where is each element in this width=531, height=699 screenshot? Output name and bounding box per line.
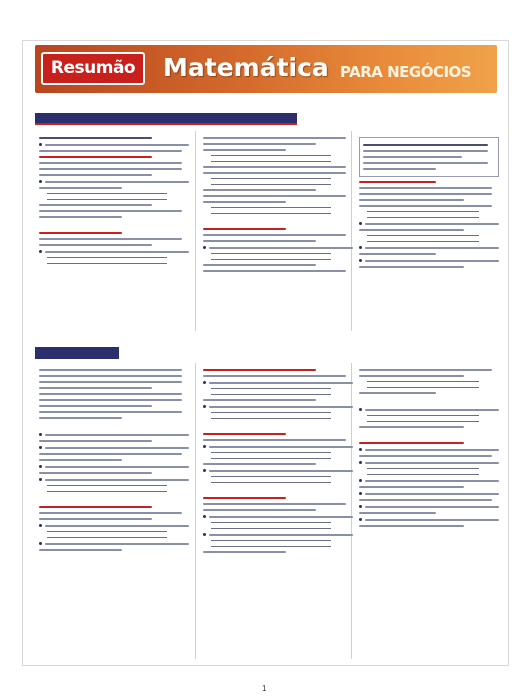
formula bbox=[367, 381, 479, 388]
text-line bbox=[203, 399, 316, 401]
text-line bbox=[203, 137, 346, 139]
text-line bbox=[39, 150, 182, 152]
bullet-icon bbox=[39, 143, 42, 146]
text-line bbox=[359, 369, 492, 371]
formula bbox=[47, 485, 167, 492]
bullet-icon bbox=[203, 533, 206, 536]
list-item bbox=[359, 479, 499, 482]
text-line bbox=[203, 172, 346, 174]
text-line bbox=[203, 270, 346, 272]
text-line bbox=[45, 479, 189, 481]
text-line bbox=[209, 382, 353, 384]
text-line bbox=[359, 229, 464, 231]
bullet-icon bbox=[359, 518, 362, 521]
text-line bbox=[359, 499, 492, 501]
text-line bbox=[45, 466, 189, 468]
text-line bbox=[39, 174, 152, 176]
sheet-title: Matemática bbox=[163, 53, 329, 82]
text-line bbox=[39, 187, 122, 189]
formula bbox=[367, 211, 479, 218]
list-item bbox=[359, 448, 499, 451]
formula bbox=[367, 468, 479, 475]
list-item bbox=[39, 478, 189, 481]
section-2-heading bbox=[35, 347, 119, 359]
section-1-column-2 bbox=[203, 133, 353, 276]
column-divider bbox=[195, 363, 196, 659]
text-line bbox=[365, 223, 499, 225]
list-item bbox=[359, 246, 499, 249]
text-line bbox=[45, 251, 189, 253]
bullet-icon bbox=[359, 492, 362, 495]
list-item bbox=[39, 250, 189, 253]
bullet-icon bbox=[39, 542, 42, 545]
bullet-icon bbox=[359, 479, 362, 482]
text-line bbox=[203, 149, 286, 151]
list-item bbox=[203, 381, 353, 384]
column-divider bbox=[195, 131, 196, 331]
subheading-line bbox=[39, 232, 122, 234]
text-line bbox=[365, 449, 499, 451]
formula bbox=[211, 178, 331, 185]
formula bbox=[211, 522, 331, 529]
bullet-icon bbox=[359, 408, 362, 411]
formula bbox=[211, 476, 331, 483]
list-item bbox=[203, 533, 353, 536]
section-1-heading bbox=[35, 113, 297, 125]
bullet-icon bbox=[359, 246, 362, 249]
bullet-icon bbox=[203, 405, 206, 408]
text-line bbox=[359, 392, 436, 394]
text-line bbox=[39, 162, 182, 164]
list-item bbox=[359, 505, 499, 508]
text-line bbox=[209, 516, 353, 518]
section-2-column-1 bbox=[39, 365, 189, 555]
bullet-icon bbox=[203, 445, 206, 448]
bullet-icon bbox=[203, 381, 206, 384]
text-line bbox=[359, 205, 492, 207]
text-line bbox=[45, 447, 189, 449]
text-line bbox=[39, 405, 152, 407]
brand-logo: Resumão bbox=[41, 52, 145, 85]
text-line bbox=[365, 462, 499, 464]
text-line bbox=[39, 387, 152, 389]
page-number: 1 bbox=[262, 684, 267, 693]
formula bbox=[211, 388, 331, 395]
text-line bbox=[45, 525, 189, 527]
text-line bbox=[203, 166, 346, 168]
text-line bbox=[39, 417, 122, 419]
text-line bbox=[359, 193, 492, 195]
text-line bbox=[209, 534, 353, 536]
text-line bbox=[365, 506, 499, 508]
text-line bbox=[39, 440, 152, 442]
list-item bbox=[39, 143, 189, 146]
text-line bbox=[39, 381, 182, 383]
text-line bbox=[209, 446, 353, 448]
list-item bbox=[203, 246, 353, 249]
text-line bbox=[203, 240, 316, 242]
text-line bbox=[359, 486, 464, 488]
list-item bbox=[203, 469, 353, 472]
text-line bbox=[203, 234, 346, 236]
text-line bbox=[365, 247, 499, 249]
text-line bbox=[203, 375, 346, 377]
list-item bbox=[359, 461, 499, 464]
text-line bbox=[203, 201, 286, 203]
formula bbox=[367, 235, 479, 242]
text-line bbox=[45, 181, 189, 183]
formula bbox=[47, 257, 167, 264]
text-line bbox=[359, 525, 464, 527]
bullet-icon bbox=[203, 515, 206, 518]
list-item bbox=[359, 222, 499, 225]
text-line bbox=[39, 549, 122, 551]
list-item bbox=[203, 515, 353, 518]
text-line bbox=[209, 470, 353, 472]
subheading-line bbox=[203, 497, 286, 499]
text-line bbox=[39, 472, 152, 474]
bullet-icon bbox=[39, 478, 42, 481]
formula bbox=[211, 253, 331, 260]
formula bbox=[211, 452, 331, 459]
subheading-line bbox=[39, 506, 152, 508]
sheet-subtitle: PARA NEGÓCIOS bbox=[340, 63, 472, 81]
text-line bbox=[365, 519, 499, 521]
text-line bbox=[45, 434, 189, 436]
list-item bbox=[359, 492, 499, 495]
list-item bbox=[39, 542, 189, 545]
text-line bbox=[365, 493, 499, 495]
bullet-icon bbox=[39, 465, 42, 468]
list-item bbox=[359, 259, 499, 262]
text-line bbox=[359, 455, 492, 457]
formula bbox=[47, 531, 167, 538]
cheat-sheet-page bbox=[22, 40, 509, 666]
text-line bbox=[45, 144, 189, 146]
text-line bbox=[359, 375, 464, 377]
formula bbox=[211, 412, 331, 419]
text-line bbox=[39, 210, 182, 212]
section-1-column-3 bbox=[359, 133, 499, 272]
text-line bbox=[39, 137, 152, 139]
text-line bbox=[203, 551, 286, 553]
section-2-column-3 bbox=[359, 365, 499, 531]
subheading-line bbox=[359, 181, 436, 183]
text-line bbox=[39, 411, 182, 413]
text-line bbox=[203, 439, 346, 441]
text-line bbox=[39, 453, 182, 455]
text-line bbox=[359, 187, 492, 189]
subheading-line bbox=[203, 433, 286, 435]
text-line bbox=[39, 459, 122, 461]
header-banner bbox=[35, 45, 497, 93]
list-item bbox=[39, 465, 189, 468]
text-line bbox=[45, 543, 189, 545]
bullet-icon bbox=[359, 448, 362, 451]
subheading-line bbox=[203, 228, 286, 230]
list-item bbox=[203, 445, 353, 448]
subheading-line bbox=[39, 156, 152, 158]
text-line bbox=[203, 189, 316, 191]
text-line bbox=[39, 393, 182, 395]
text-line bbox=[365, 409, 499, 411]
text-line bbox=[363, 144, 488, 146]
bullet-icon bbox=[359, 461, 362, 464]
text-line bbox=[359, 199, 464, 201]
text-line bbox=[39, 512, 182, 514]
subheading-line bbox=[359, 442, 464, 444]
list-item bbox=[359, 408, 499, 411]
list-item bbox=[39, 446, 189, 449]
text-line bbox=[203, 463, 316, 465]
text-line bbox=[209, 406, 353, 408]
text-line bbox=[39, 369, 182, 371]
text-line bbox=[363, 162, 488, 164]
section-2-column-2 bbox=[203, 365, 353, 557]
text-line bbox=[39, 168, 182, 170]
text-line bbox=[359, 266, 464, 268]
section-1-column-1 bbox=[39, 133, 189, 268]
text-line bbox=[39, 375, 182, 377]
text-line bbox=[363, 156, 462, 158]
formula bbox=[367, 415, 479, 422]
note-box bbox=[359, 137, 499, 177]
list-item bbox=[203, 405, 353, 408]
text-line bbox=[39, 204, 152, 206]
text-line bbox=[203, 503, 346, 505]
list-item bbox=[39, 433, 189, 436]
bullet-icon bbox=[39, 433, 42, 436]
bullet-icon bbox=[39, 446, 42, 449]
text-line bbox=[365, 480, 499, 482]
text-line bbox=[39, 244, 152, 246]
list-item bbox=[39, 524, 189, 527]
list-item bbox=[359, 518, 499, 521]
text-line bbox=[363, 168, 436, 170]
text-line bbox=[359, 253, 436, 255]
text-line bbox=[39, 216, 122, 218]
text-line bbox=[203, 509, 316, 511]
formula bbox=[47, 193, 167, 200]
formula bbox=[211, 155, 331, 162]
text-line bbox=[39, 238, 182, 240]
bullet-icon bbox=[203, 469, 206, 472]
text-line bbox=[359, 512, 436, 514]
list-item bbox=[39, 180, 189, 183]
text-line bbox=[39, 518, 152, 520]
bullet-icon bbox=[39, 180, 42, 183]
bullet-icon bbox=[359, 505, 362, 508]
text-line bbox=[365, 260, 499, 262]
formula bbox=[211, 207, 331, 214]
text-line bbox=[203, 143, 316, 145]
text-line bbox=[39, 399, 182, 401]
bullet-icon bbox=[359, 222, 362, 225]
bullet-icon bbox=[39, 250, 42, 253]
bullet-icon bbox=[359, 259, 362, 262]
subheading-line bbox=[203, 369, 316, 371]
text-line bbox=[359, 426, 464, 428]
formula bbox=[211, 540, 331, 547]
text-line bbox=[203, 195, 346, 197]
bullet-icon bbox=[203, 246, 206, 249]
text-line bbox=[203, 264, 316, 266]
text-line bbox=[209, 247, 353, 249]
text-line bbox=[363, 150, 488, 152]
bullet-icon bbox=[39, 524, 42, 527]
